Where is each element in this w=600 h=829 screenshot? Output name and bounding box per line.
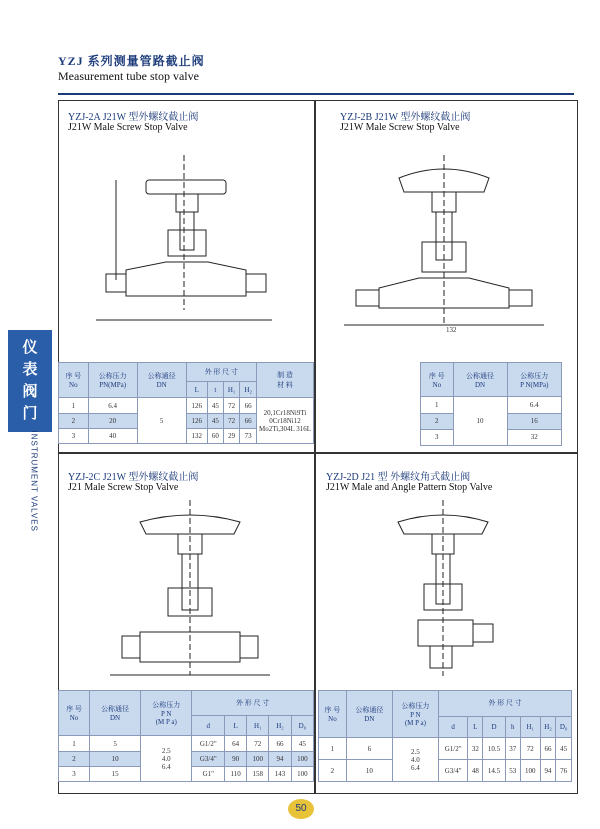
cell: 1: [59, 398, 89, 413]
cell: 40: [88, 428, 137, 443]
cell: 37: [505, 738, 520, 760]
cell: G1": [192, 766, 225, 781]
cell: G3/4": [438, 760, 467, 782]
cell: 2: [59, 751, 90, 766]
panel-d-title-cn: YZJ-2D J21 型 外螺纹角式截止阀: [326, 472, 471, 483]
col-no-c: 序 号 No: [59, 691, 90, 736]
cell-pn: 2.5 4.0 6.4: [392, 738, 438, 782]
col-dims-c: 外 形 尺 寸: [192, 691, 314, 716]
cell: 66: [269, 736, 291, 751]
panel-d-title-en: J21W Male and Angle Pattern Stop Valve: [326, 482, 493, 493]
cell: 143: [269, 766, 291, 781]
col-d-c: d: [192, 716, 225, 736]
tab-char-4: 门: [22, 404, 38, 422]
col-pn-c: 公称压力 P N (M P a): [141, 691, 192, 736]
col-l-d: L: [468, 716, 483, 737]
table-row: [59, 736, 314, 751]
table-row: [319, 738, 572, 760]
cell: 16: [507, 413, 562, 429]
cell: 73: [240, 428, 257, 443]
cell-dn: 5: [137, 398, 186, 444]
cell: 66: [540, 738, 556, 760]
cell: 5: [89, 736, 140, 751]
cell: 6.4: [88, 398, 137, 413]
col-h-d: h: [505, 716, 520, 737]
cell: 66: [240, 398, 257, 413]
col-h1-c: H₁: [247, 716, 269, 736]
cell: 6: [346, 738, 392, 760]
col-pn-a: 公称压力 PN(MPa): [88, 363, 137, 398]
cell: 1: [421, 397, 454, 413]
panel-b-title-en: J21W Male Screw Stop Valve: [340, 122, 460, 133]
tab-char-1: 仪: [22, 338, 38, 356]
cell: 100: [247, 751, 269, 766]
cell: 100: [291, 766, 313, 781]
col-h2-c: H₂: [269, 716, 291, 736]
cell: 45: [291, 736, 313, 751]
valve-drawing-b: [344, 150, 554, 340]
cell: 64: [225, 736, 247, 751]
valve-drawing-a: [96, 150, 276, 330]
col-h1-a: H₁: [223, 382, 240, 398]
page-header: [58, 52, 205, 84]
cell: 2: [421, 413, 454, 429]
cell: 45: [207, 413, 223, 428]
section-tab: [8, 330, 52, 432]
cell: 1: [319, 738, 347, 760]
dim-label-b: 132: [446, 326, 457, 334]
cell: 158: [247, 766, 269, 781]
cell: 126: [186, 413, 207, 428]
cell: 3: [421, 429, 454, 445]
panel-c-title-en: J21 Male Screw Stop Valve: [68, 482, 179, 493]
table-row: [59, 398, 314, 413]
cell: 3: [59, 766, 90, 781]
col-d-d: d: [438, 716, 467, 737]
cell: 29: [223, 428, 240, 443]
spec-table-a: [58, 362, 314, 444]
col-dn-b: 公称通径 DN: [453, 363, 507, 397]
spec-table-d: [318, 690, 572, 782]
page-number: 50: [288, 799, 314, 819]
col-dims-a: 外 形 尺 寸: [186, 363, 256, 382]
col-l-a: L: [186, 382, 207, 398]
cell: 3: [59, 428, 89, 443]
col-no-d: 序 号 No: [319, 691, 347, 738]
header-title-en: Measurement tube stop valve: [58, 69, 199, 83]
cell: 53: [505, 760, 520, 782]
col-dd-d: D: [483, 716, 506, 737]
table-row: [421, 397, 562, 413]
cell: G1/2": [192, 736, 225, 751]
cell: 72: [520, 738, 540, 760]
valve-drawing-c: [110, 500, 270, 680]
panel-b-title-cn: YZJ-2B J21W 型外螺纹截止阀: [340, 112, 471, 123]
cell: G1/2": [438, 738, 467, 760]
cell: 48: [468, 760, 483, 782]
cell-material: 20,1Cr18Ni9Ti 0Cr18Ni12 Mo2Ti,304L 316L: [257, 398, 314, 444]
valve-drawing-d: [378, 500, 508, 680]
table-row: [319, 760, 572, 782]
panel-a-title-en: J21W Male Screw Stop Valve: [68, 122, 188, 133]
cell: 126: [186, 398, 207, 413]
panel-a-title-cn: YZJ-2A J21W 型外螺纹截止阀: [68, 112, 199, 123]
cell: 110: [225, 766, 247, 781]
cell: 100: [520, 760, 540, 782]
col-no-b: 序 号 No: [421, 363, 454, 397]
col-l-c: L: [225, 716, 247, 736]
cell-pn: 2.5 4.0 6.4: [141, 736, 192, 782]
cell: G3/4": [192, 751, 225, 766]
cell: 2: [59, 413, 89, 428]
cell: 90: [225, 751, 247, 766]
cell: 10.5: [483, 738, 506, 760]
col-t-a: t: [207, 382, 223, 398]
cell: 2: [319, 760, 347, 782]
col-d0-c: D₀: [291, 716, 313, 736]
cell: 14.5: [483, 760, 506, 782]
cell: 32: [468, 738, 483, 760]
cell: 60: [207, 428, 223, 443]
cell: 94: [269, 751, 291, 766]
header-rule: [58, 93, 574, 95]
cell: 72: [223, 398, 240, 413]
header-title-cn: YZJ 系列测量管路截止阀: [58, 54, 205, 68]
cell: 66: [240, 413, 257, 428]
tab-char-3: 阀: [22, 382, 38, 400]
section-label-text: INSTRUMENT VALVES: [29, 430, 39, 532]
cell-dn: 10: [453, 397, 507, 446]
cell: 76: [556, 760, 572, 782]
cell: 45: [556, 738, 572, 760]
col-no-a: 序 号 No: [59, 363, 89, 398]
spec-table-c: [58, 690, 314, 782]
cell: 45: [207, 398, 223, 413]
cell: 100: [291, 751, 313, 766]
col-dn-d: 公称通径 DN: [346, 691, 392, 738]
cell: 10: [346, 760, 392, 782]
spec-table-b: [420, 362, 562, 446]
col-dims-d: 外 形 尺 寸: [438, 691, 571, 717]
col-pn-d: 公称压力 P N (M P a): [392, 691, 438, 738]
tab-char-2: 表: [22, 360, 38, 378]
cell: 20: [88, 413, 137, 428]
col-dn-a: 公称通径 DN: [137, 363, 186, 398]
col-h2-a: H₂: [240, 382, 257, 398]
col-pn-b: 公称压力 P N(MPa): [507, 363, 562, 397]
section-label-en: [26, 432, 40, 552]
cell: 72: [247, 736, 269, 751]
col-d0-d: D₀: [556, 716, 572, 737]
cell: 72: [223, 413, 240, 428]
cell: 15: [89, 766, 140, 781]
cell: 6.4: [507, 397, 562, 413]
cell: 132: [186, 428, 207, 443]
cell: 94: [540, 760, 556, 782]
col-h1-d: H₁: [520, 716, 540, 737]
panel-c-title-cn: YZJ-2C J21W 型外螺纹截止阀: [68, 472, 199, 483]
col-h2-d: H₂: [540, 716, 556, 737]
col-mat-a: 制 造 材 料: [257, 363, 314, 398]
cell: 32: [507, 429, 562, 445]
cell: 1: [59, 736, 90, 751]
col-dn-c: 公称通径 DN: [89, 691, 140, 736]
cell: 10: [89, 751, 140, 766]
